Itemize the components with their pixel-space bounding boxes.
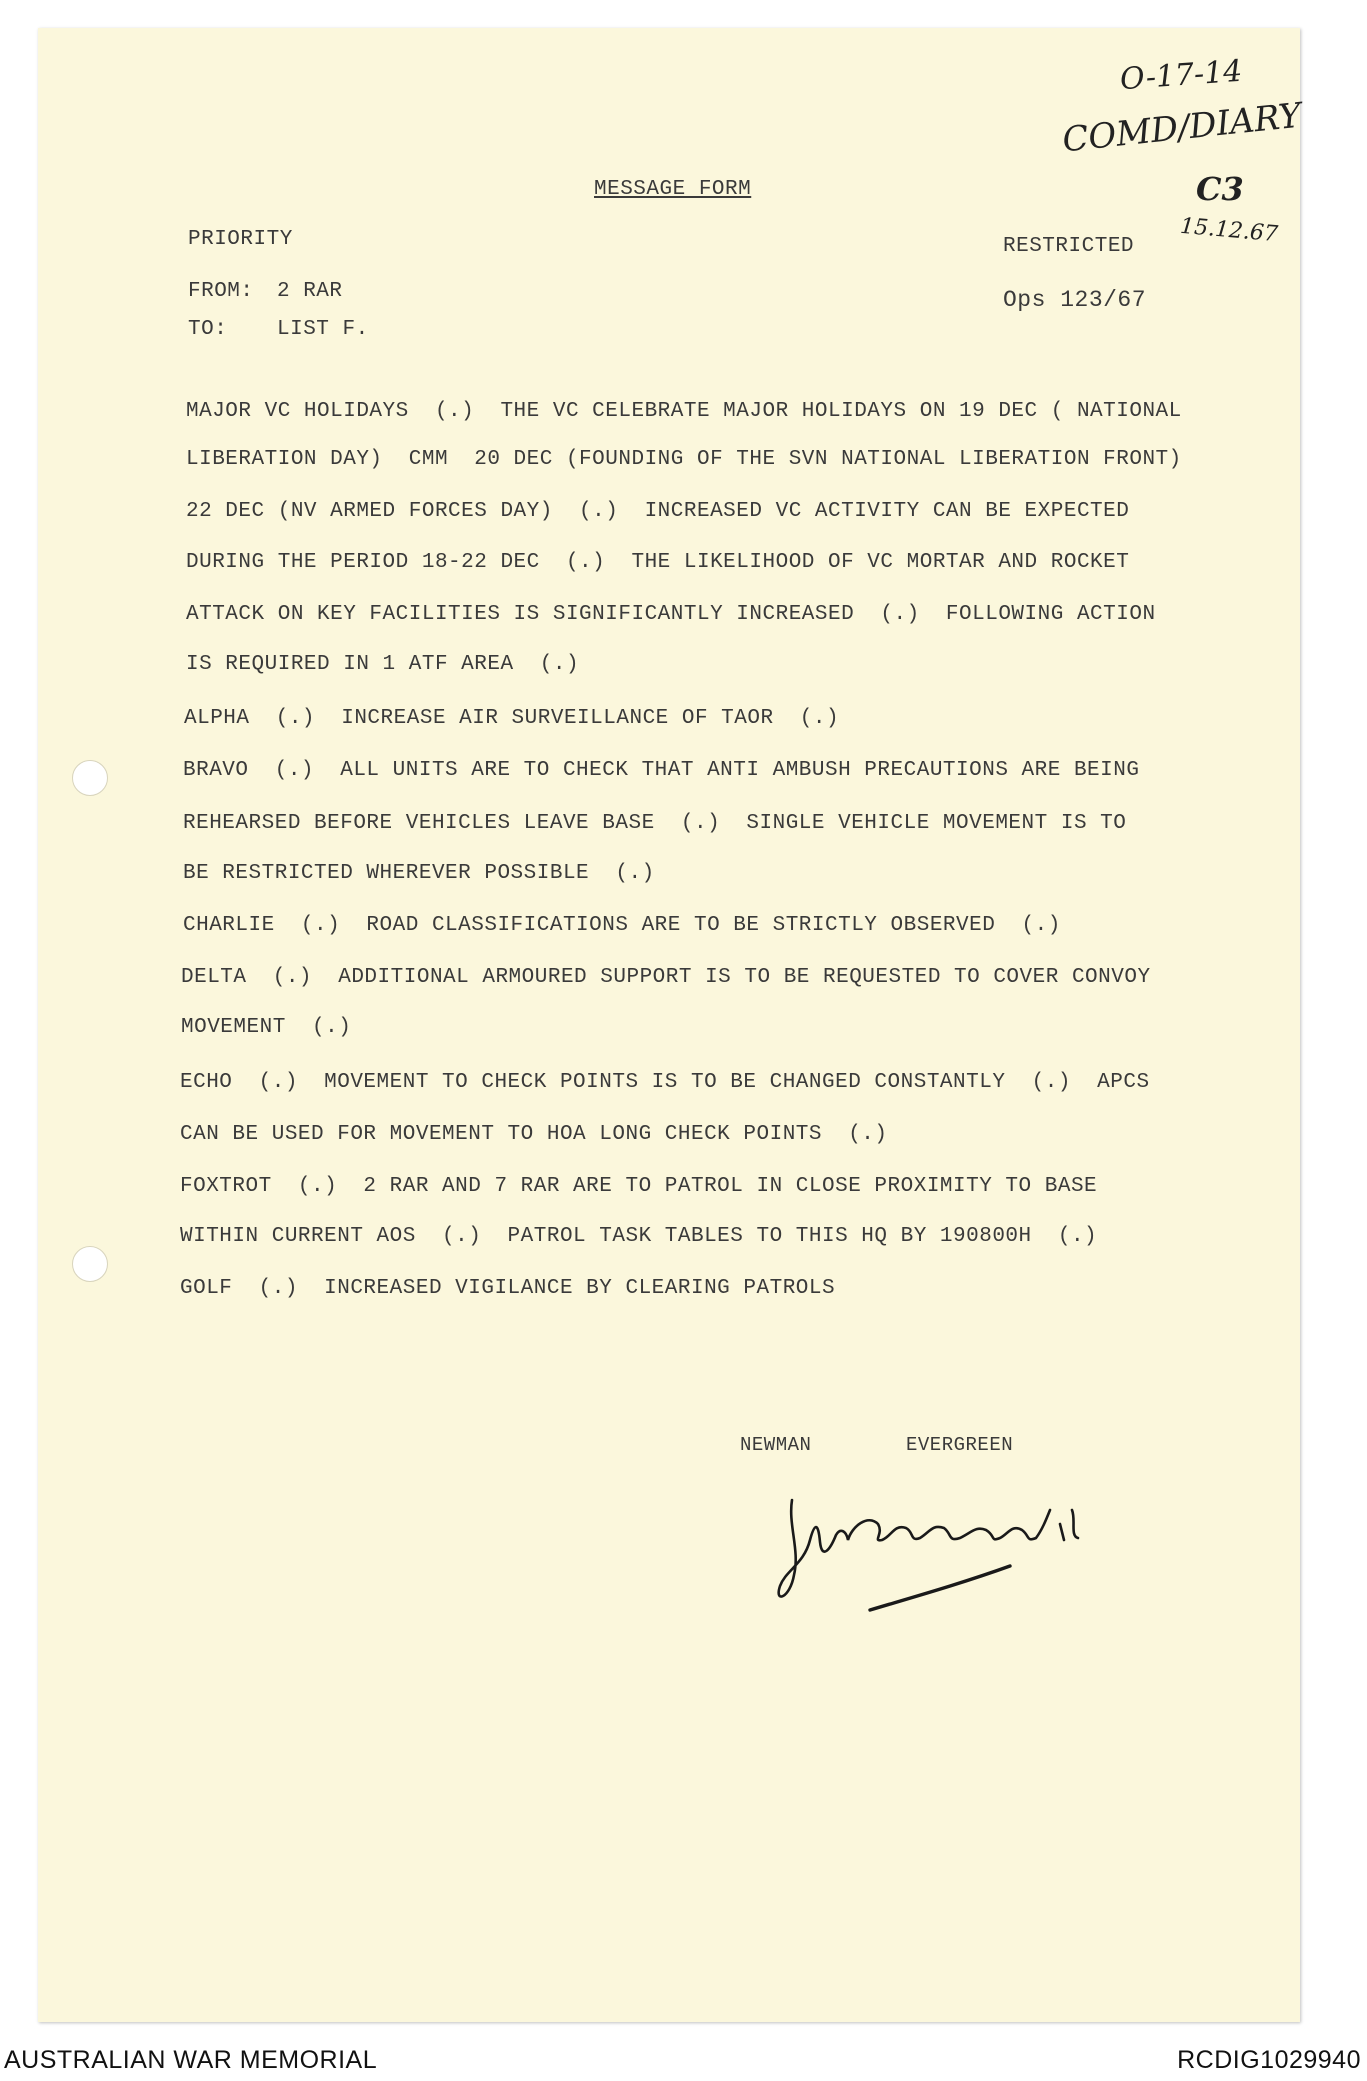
handwritten-signature bbox=[760, 1480, 1110, 1620]
body-line: LIBERATION DAY) CMM 20 DEC (FOUNDING OF THE SVN NATIONAL LIBERATION FRONT) bbox=[186, 448, 1182, 471]
body-line: MOVEMENT (.) bbox=[181, 1016, 352, 1039]
body-line: DURING THE PERIOD 18-22 DEC (.) THE LIKELIHOOD OF VC MORTAR AND ROCKET bbox=[186, 551, 1130, 574]
punch-hole-top bbox=[72, 760, 108, 796]
annotation-date: 15.12.67 bbox=[1179, 213, 1279, 248]
from-value: 2 RAR bbox=[277, 280, 343, 303]
to-value: LIST F. bbox=[277, 318, 369, 341]
signoff-name: NEWMAN bbox=[740, 1434, 812, 1456]
body-line: FOXTROT (.) 2 RAR AND 7 RAR ARE TO PATROL IN CLOSE PROXIMITY TO BASE bbox=[180, 1175, 1098, 1198]
body-line: ECHO (.) MOVEMENT TO CHECK POINTS IS TO BE CHANGED CONSTANTLY (.) APCS bbox=[180, 1071, 1150, 1094]
precedence: PRIORITY bbox=[188, 228, 293, 251]
annotation-file-ref: O-17-14 bbox=[1118, 53, 1244, 98]
annotation-category: COMD/DIARY bbox=[1060, 95, 1304, 161]
annotation-code: C3 bbox=[1196, 170, 1244, 208]
footer-institution: AUSTRALIAN WAR MEMORIAL bbox=[4, 2046, 378, 2074]
serial-number: Ops 123/67 bbox=[1003, 287, 1147, 313]
classification: RESTRICTED bbox=[1003, 235, 1135, 258]
form-title: MESSAGE FORM bbox=[594, 178, 752, 201]
body-line: MAJOR VC HOLIDAYS (.) THE VC CELEBRATE MAJOR HOLIDAYS ON 19 DEC ( NATIONAL bbox=[186, 400, 1182, 423]
body-line: CHARLIE (.) ROAD CLASSIFICATIONS ARE TO BE STRICTLY OBSERVED (.) bbox=[183, 914, 1061, 937]
body-line: ALPHA (.) INCREASE AIR SURVEILLANCE OF TAOR (.) bbox=[184, 707, 840, 730]
body-line: CAN BE USED FOR MOVEMENT TO HOA LONG CHECK POINTS (.) bbox=[180, 1123, 888, 1146]
punch-hole-bottom bbox=[72, 1246, 108, 1282]
body-line: WITHIN CURRENT AOS (.) PATROL TASK TABLES TO THIS HQ BY 190800H (.) bbox=[180, 1225, 1098, 1248]
body-line: GOLF (.) INCREASED VIGILANCE BY CLEARING PATROLS bbox=[180, 1277, 836, 1300]
footer-record-id: RCDIG1029940 bbox=[1177, 2046, 1361, 2074]
body-line: DELTA (.) ADDITIONAL ARMOURED SUPPORT IS TO BE REQUESTED TO COVER CONVOY bbox=[181, 966, 1151, 989]
body-line: 22 DEC (NV ARMED FORCES DAY) (.) INCREASED VC ACTIVITY CAN BE EXPECTED bbox=[186, 500, 1130, 523]
body-line: BRAVO (.) ALL UNITS ARE TO CHECK THAT ANTI AMBUSH PRECAUTIONS ARE BEING bbox=[183, 759, 1140, 782]
from-label: FROM: bbox=[188, 280, 254, 303]
body-line: BE RESTRICTED WHEREVER POSSIBLE (.) bbox=[183, 862, 655, 885]
body-line: REHEARSED BEFORE VEHICLES LEAVE BASE (.) SINGLE VEHICLE MOVEMENT IS TO bbox=[183, 812, 1127, 835]
signoff-codeword: EVERGREEN bbox=[906, 1434, 1014, 1456]
to-label: TO: bbox=[188, 318, 228, 341]
body-line: ATTACK ON KEY FACILITIES IS SIGNIFICANTLY INCREASED (.) FOLLOWING ACTION bbox=[186, 603, 1156, 626]
body-line: IS REQUIRED IN 1 ATF AREA (.) bbox=[186, 653, 580, 676]
